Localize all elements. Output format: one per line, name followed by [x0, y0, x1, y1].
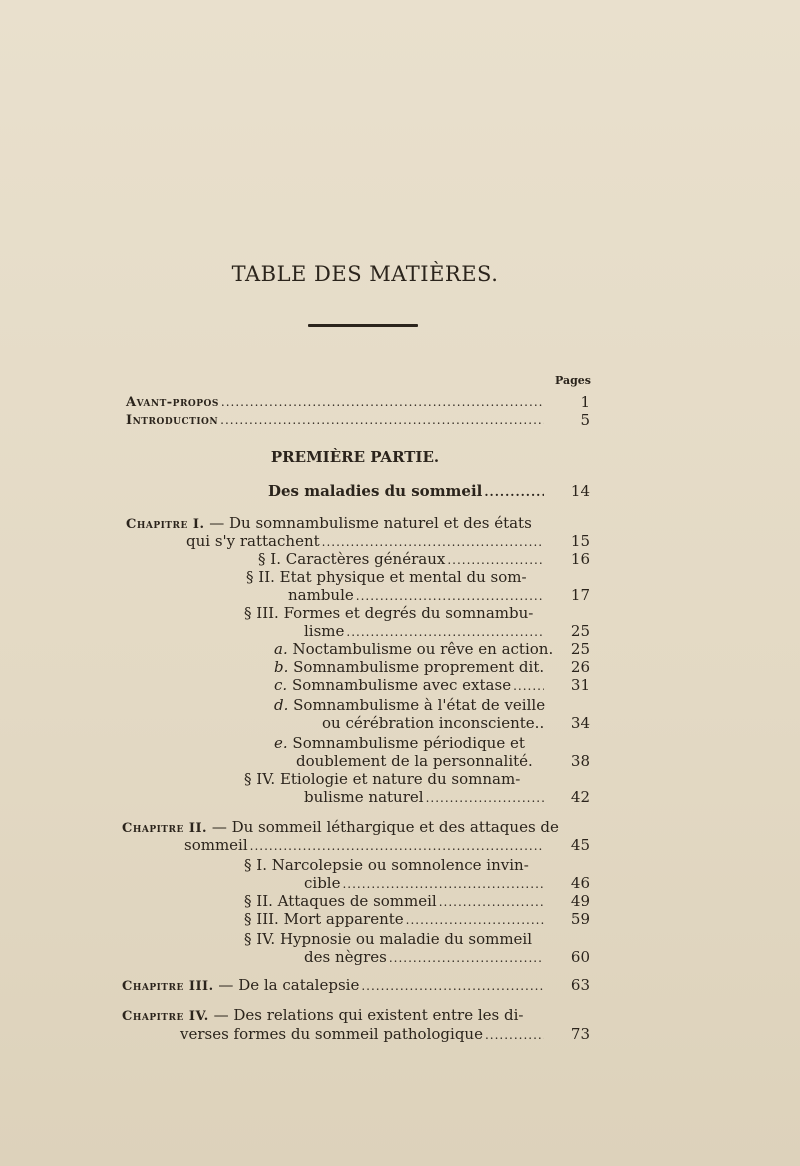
toc-entry-ch1-s2-line1[interactable]: § II. Etat physique et mental du som-	[246, 568, 527, 586]
chapter-title: — Des relations qui existent entre les di-	[208, 1006, 524, 1024]
item-letter: a.	[274, 640, 288, 658]
chapter-title: — Du sommeil léthargique et des attaques de	[207, 818, 559, 836]
chapter-prefix: Chapitre III.	[122, 979, 214, 994]
entry-page: 31	[570, 676, 590, 694]
toc-entry-ch2-s4-line1[interactable]: § IV. Hypnosie ou maladie du sommeil	[244, 930, 533, 948]
entry-label: nambule	[288, 586, 354, 604]
part-title: PREMIÈRE PARTIE.	[270, 448, 440, 466]
chapter-title: — Du somnambulisme naturel et des états	[204, 514, 532, 532]
entry-label: § I. Caractères généraux	[258, 550, 446, 568]
entry-label: sommeil	[184, 836, 248, 854]
entry-page: 14	[570, 482, 590, 500]
entry-page: 42	[570, 788, 590, 806]
toc-entry-ch1-e-line2[interactable]: doublement de la personnalité.	[296, 752, 533, 770]
leader-dots	[361, 977, 544, 995]
entry-label: Somnambulisme avec extase	[287, 676, 512, 694]
item-letter: b.	[274, 658, 289, 676]
toc-entry-ch1-s1[interactable]	[258, 550, 544, 569]
item-letter: c.	[274, 676, 288, 694]
pages-column-header: Pages	[555, 374, 591, 387]
chapter-2-line1[interactable]	[122, 818, 559, 838]
toc-entry-ch2-s2[interactable]	[244, 892, 544, 911]
leader-dots	[221, 393, 544, 411]
chapter-title: — De la catalepsie	[213, 976, 360, 994]
entry-label: Noctambulisme ou rêve en action.	[287, 640, 554, 658]
leader-dots	[220, 411, 544, 429]
title-rule	[308, 324, 418, 327]
item-letter: e.	[274, 734, 288, 752]
toc-entry-ch1-s4-line2[interactable]	[304, 788, 544, 807]
chapter-2-line2[interactable]	[184, 836, 544, 855]
toc-entry-ch1-c[interactable]	[274, 676, 544, 695]
leader-dots	[485, 1026, 544, 1044]
leader-dots	[439, 893, 544, 911]
entry-page: 49	[570, 892, 590, 910]
entry-label: bulisme naturel	[304, 788, 424, 806]
entry-label: Avant-propos	[126, 395, 219, 410]
chapter-4-line2[interactable]	[180, 1025, 544, 1044]
toc-entry-introduction[interactable]	[126, 411, 544, 430]
leader-dots	[426, 789, 544, 807]
toc-entry-ch1-s3-line2[interactable]	[304, 622, 544, 641]
leader-dots	[356, 587, 544, 605]
toc-entry-ch2-s1-line2[interactable]	[304, 874, 544, 893]
entry-label: lisme	[304, 622, 345, 640]
entry-page: 60	[570, 948, 590, 966]
entry-page: 34	[570, 714, 590, 732]
toc-entry-maladies-du-sommeil[interactable]	[268, 482, 544, 501]
entry-page: 38	[570, 752, 590, 770]
entry-page: 46	[570, 874, 590, 892]
entry-page: 45	[570, 836, 590, 854]
entry-label: verses formes du sommeil pathologique	[180, 1025, 483, 1043]
chapter-prefix: Chapitre I.	[126, 517, 205, 532]
chapter-1-line1[interactable]	[126, 514, 532, 534]
entry-page: 17	[570, 586, 590, 604]
toc-entry-ch1-s4-line1[interactable]: § IV. Etiologie et nature du somnam-	[244, 770, 521, 788]
toc-entry-avant-propos[interactable]	[126, 393, 544, 412]
chapter-4-line1[interactable]	[122, 1006, 523, 1026]
entry-page: 73	[570, 1025, 590, 1043]
toc-entry-ch1-d-line1[interactable]	[274, 696, 545, 714]
entry-label: cible	[304, 874, 341, 892]
toc-entry-ch2-s3[interactable]	[244, 910, 544, 929]
leader-dots	[250, 837, 544, 855]
entry-page: 59	[570, 910, 590, 928]
chapter-1-line2[interactable]	[186, 532, 544, 551]
leader-dots	[346, 623, 544, 641]
leader-dots	[484, 483, 544, 501]
toc-entry-ch1-s3-line1[interactable]: § III. Formes et degrés du somnambu-	[244, 604, 534, 622]
entry-label: des nègres	[304, 948, 387, 966]
chapter-prefix: Chapitre IV.	[122, 1009, 209, 1024]
entry-label: § III. Mort apparente	[244, 910, 404, 928]
entry-label: Somnambulisme proprement dit.	[288, 658, 545, 676]
chapter-prefix: Chapitre II.	[122, 821, 208, 836]
page-title: TABLE DES MATIÈRES.	[231, 262, 499, 286]
entry-label: Des maladies du sommeil	[268, 482, 483, 500]
entry-label: Somnambulisme périodique et	[287, 734, 525, 752]
toc-entry-ch1-b[interactable]	[274, 658, 544, 676]
entry-page: 25	[570, 622, 590, 640]
leader-dots	[389, 949, 544, 967]
leader-dots	[447, 551, 544, 569]
entry-label: qui s'y rattachent	[186, 532, 320, 550]
toc-entry-ch2-s4-line2[interactable]	[304, 948, 544, 967]
entry-page: 1	[580, 393, 590, 411]
entry-label: Somnambulisme à l'état de veille	[288, 696, 546, 714]
toc-entry-ch2-s1-line1[interactable]: § I. Narcolepsie ou somnolence invin-	[244, 856, 529, 874]
entry-label: § II. Attaques de sommeil	[244, 892, 437, 910]
toc-entry-ch1-d-line2[interactable]: ou cérébration inconsciente..	[322, 714, 545, 732]
chapter-3[interactable]	[122, 976, 544, 996]
entry-page: 63	[570, 976, 590, 994]
leader-dots	[342, 875, 544, 893]
toc-entry-ch1-s2-line2[interactable]	[288, 586, 544, 605]
entry-page: 5	[580, 411, 590, 429]
toc-entry-ch1-a[interactable]	[274, 640, 553, 658]
entry-page: 15	[570, 532, 590, 550]
toc-entry-ch1-e-line1[interactable]	[274, 734, 525, 752]
entry-page: 25	[570, 640, 590, 658]
entry-page: 26	[570, 658, 590, 676]
leader-dots	[513, 677, 544, 695]
item-letter: d.	[274, 696, 289, 714]
entry-label: Introduction	[126, 413, 219, 428]
leader-dots	[322, 533, 544, 551]
entry-page: 16	[570, 550, 590, 568]
leader-dots	[406, 911, 544, 929]
